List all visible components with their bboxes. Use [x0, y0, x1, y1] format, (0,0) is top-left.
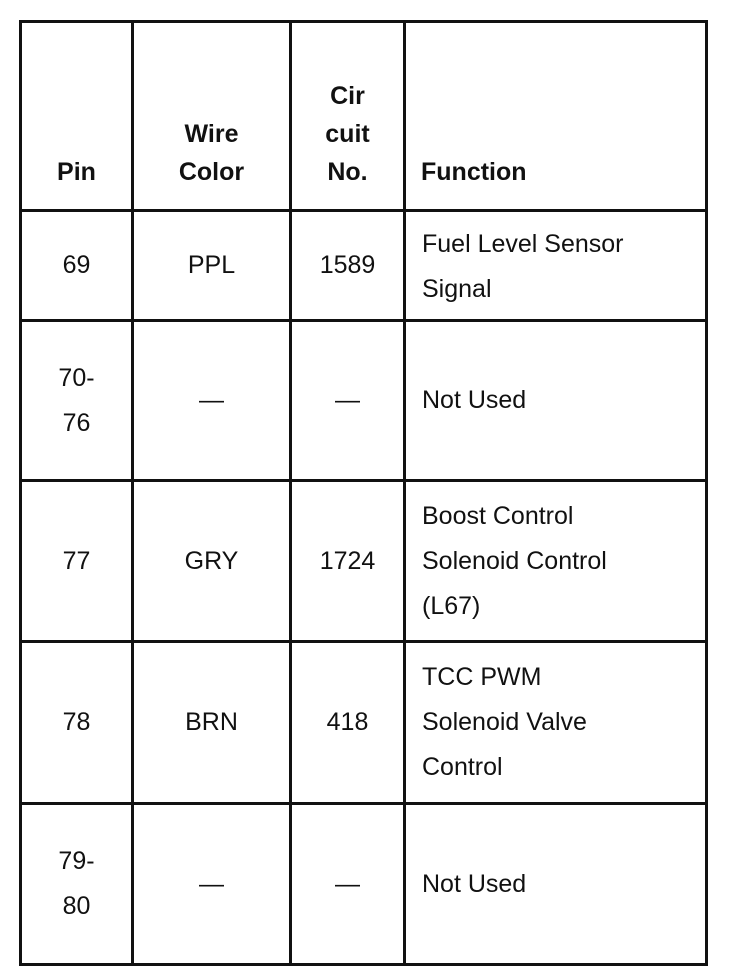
header-circuit-no: Cir cuit No. — [291, 22, 405, 211]
circuit-cell: 418 — [291, 642, 405, 804]
table-row — [21, 321, 707, 481]
circuit-cell: — — [291, 321, 405, 481]
function-cell: Boost Control Solenoid Control (L67) — [405, 481, 707, 642]
table-row — [21, 481, 707, 642]
function-cell: Not Used — [405, 321, 707, 481]
pin-cell: 69 — [21, 211, 133, 321]
header-pin: Pin — [21, 22, 133, 211]
wire-color-cell: GRY — [133, 481, 291, 642]
pin-cell: 77 — [21, 481, 133, 642]
header-function: Function — [405, 22, 707, 211]
wire-color-cell: PPL — [133, 211, 291, 321]
circuit-cell: 1724 — [291, 481, 405, 642]
pin-cell: 78 — [21, 642, 133, 804]
table-row — [21, 211, 707, 321]
function-cell: Fuel Level Sensor Signal — [405, 211, 707, 321]
circuit-cell: — — [291, 804, 405, 965]
wire-color-cell: — — [133, 804, 291, 965]
wire-color-cell: BRN — [133, 642, 291, 804]
table-row — [21, 642, 707, 804]
pin-cell: 79- 80 — [21, 804, 133, 965]
pin-cell: 70- 76 — [21, 321, 133, 481]
header-row — [21, 22, 707, 211]
table-row — [21, 804, 707, 965]
connector-pinout-table — [19, 20, 708, 966]
function-cell: TCC PWM Solenoid Valve Control — [405, 642, 707, 804]
header-wire-color: Wire Color — [133, 22, 291, 211]
circuit-cell: 1589 — [291, 211, 405, 321]
function-cell: Not Used — [405, 804, 707, 965]
wire-color-cell: — — [133, 321, 291, 481]
